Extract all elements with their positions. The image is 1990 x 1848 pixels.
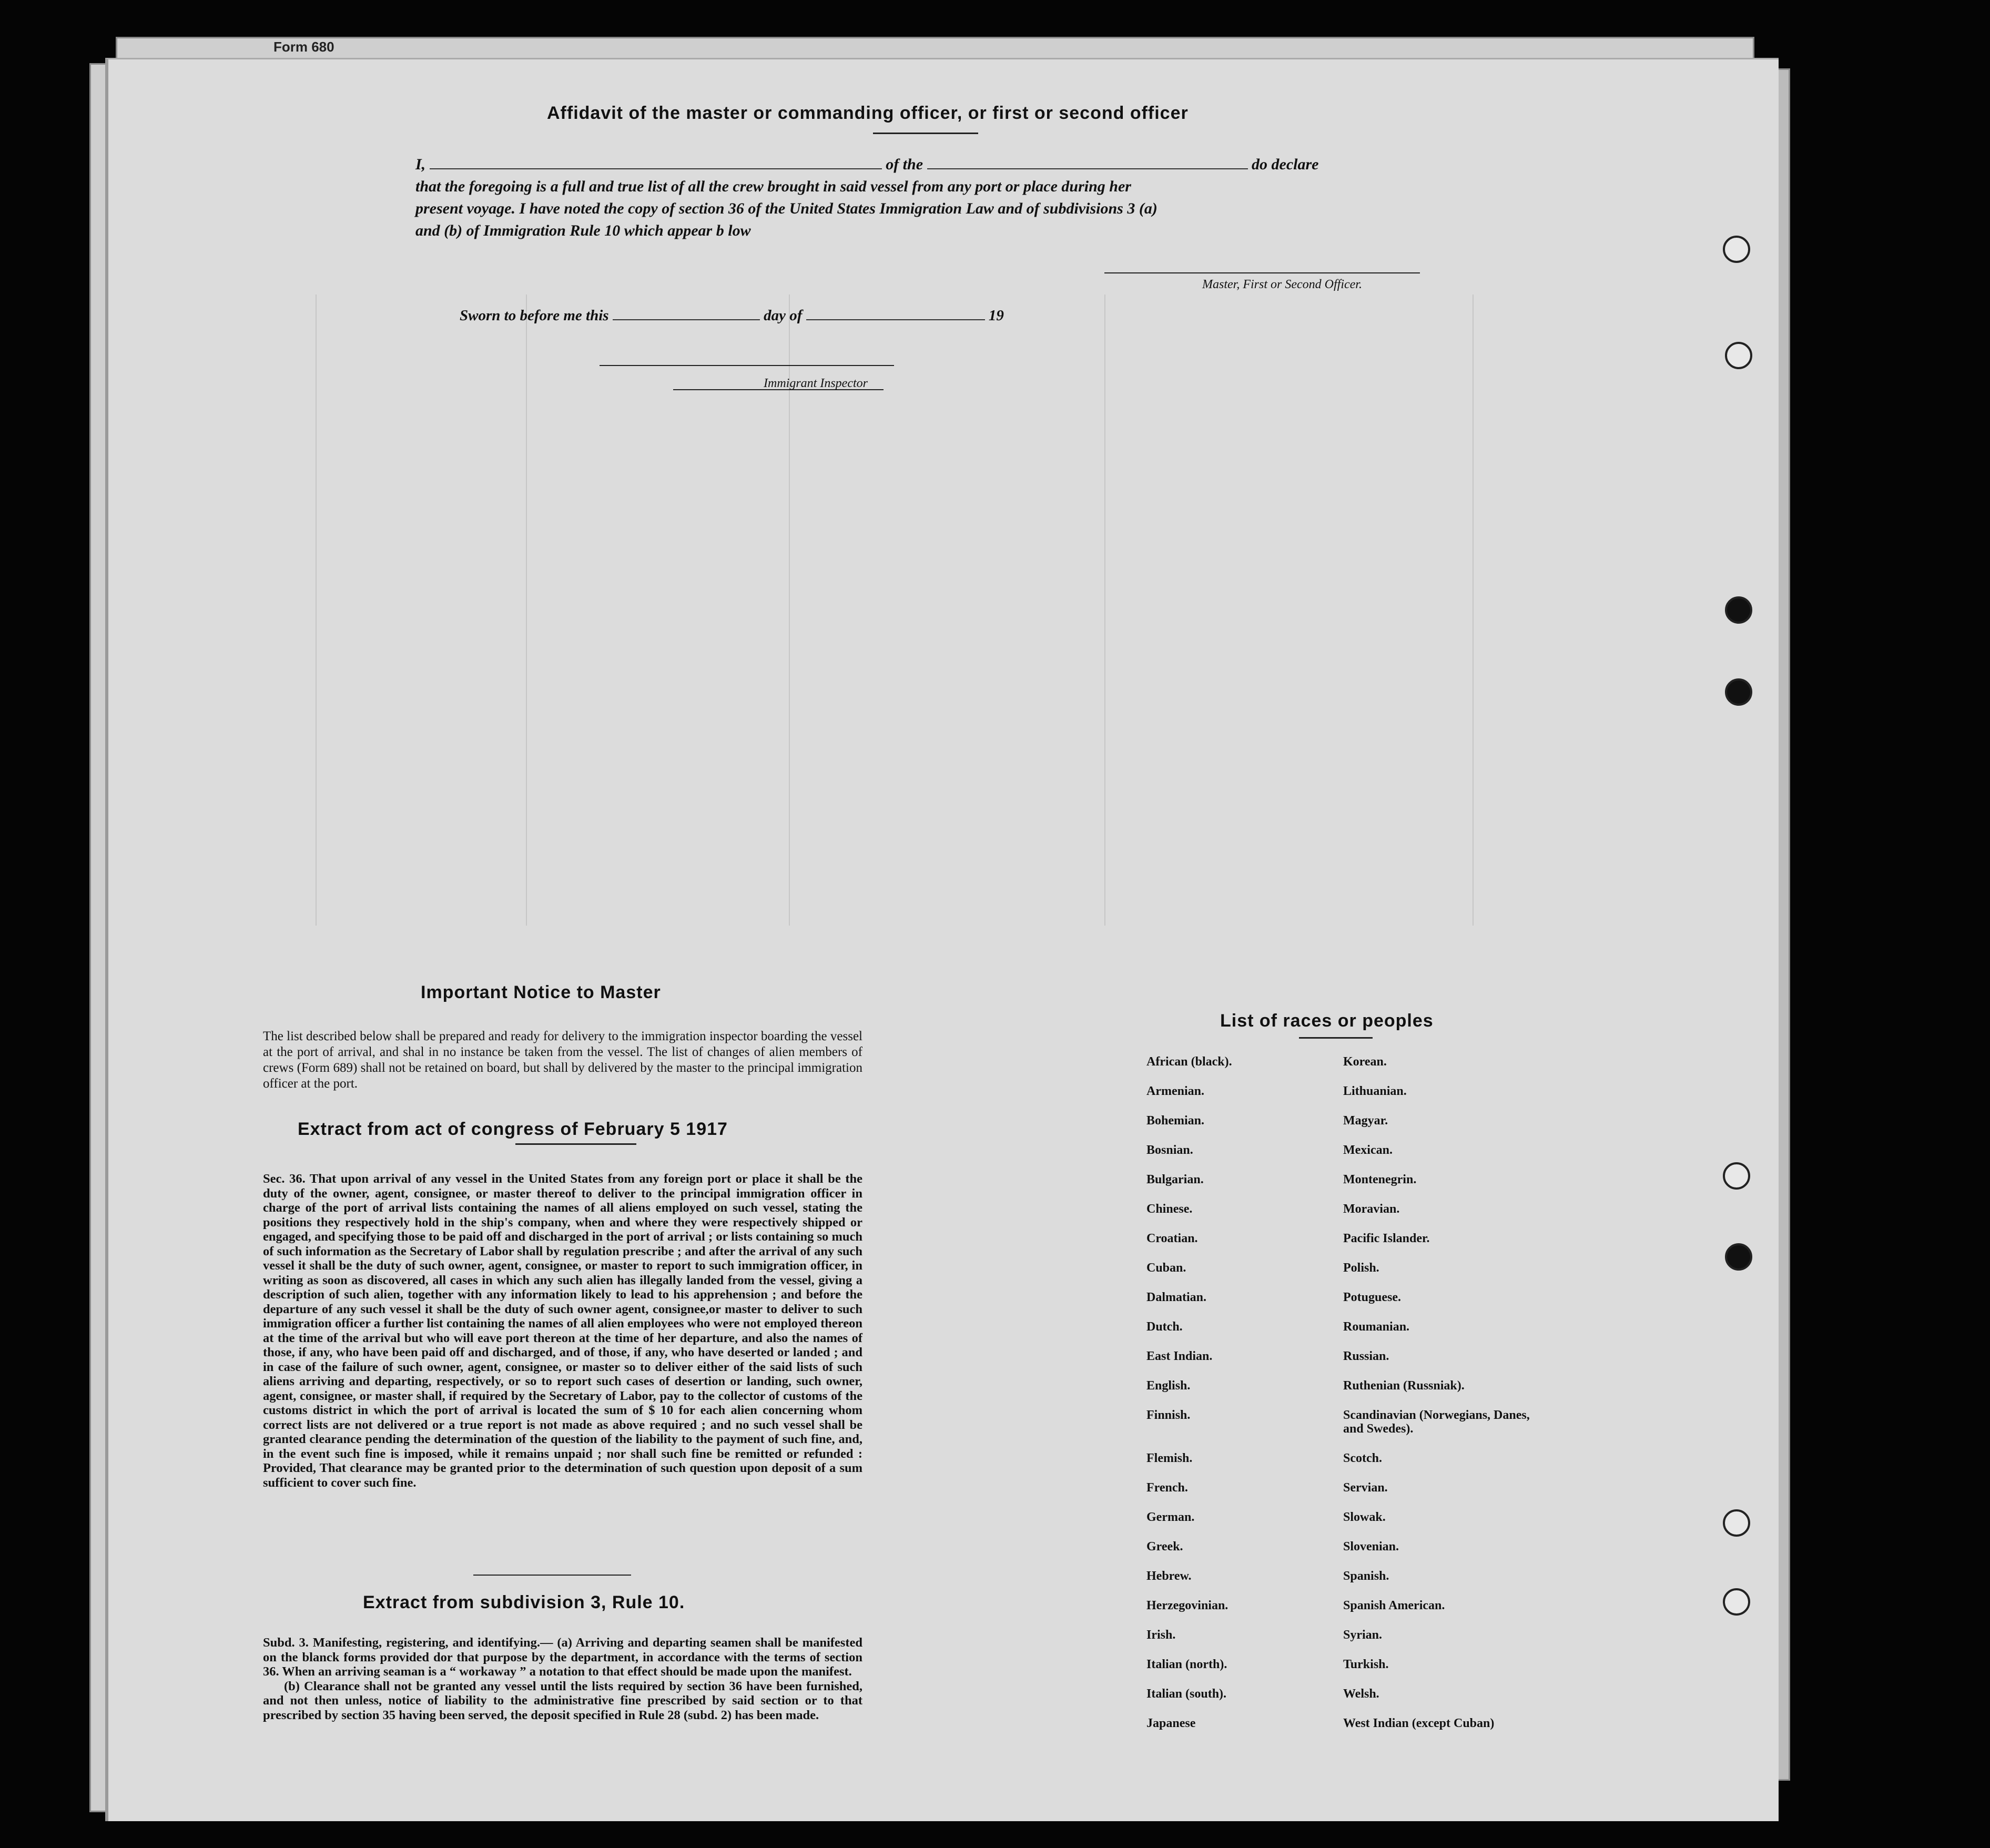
subdivision-3-text [263,1636,862,1722]
binder-hole [1723,1162,1750,1190]
race-item: Armenian. [1146,1084,1204,1098]
race-item: Bohemian. [1146,1114,1205,1128]
binder-hole [1723,1509,1750,1537]
extract2-title: Extract from subdivision 3, Rule 10. [363,1592,685,1612]
race-item: Cuban. [1146,1261,1186,1275]
ghost-line [1473,295,1474,926]
race-item: Flemish. [1146,1451,1193,1465]
master-name-blank[interactable] [430,168,882,169]
affidavit-title: Affidavit of the master or commanding officer, or first or second officer [547,103,1189,123]
race-item: Moravian. [1343,1202,1400,1216]
ghost-line [316,295,317,926]
race-item: Italian (north). [1146,1658,1227,1671]
race-item: Polish. [1343,1261,1379,1275]
race-item: Ruthenian (Russniak). [1343,1379,1465,1393]
vessel-name-blank[interactable] [927,168,1248,169]
form-label: Form 680 [273,39,334,55]
ghost-line [1104,295,1105,926]
affidavit-line-1 [415,156,1425,174]
race-item: Dutch. [1146,1320,1183,1334]
race-item: Bulgarian. [1146,1173,1204,1186]
race-item: Turkish. [1343,1658,1389,1671]
signature-line[interactable] [1104,272,1420,273]
race-item: Mexican. [1343,1143,1393,1157]
race-item: Scandinavian (Norwegians, Danes, and Swedes). [1343,1408,1530,1436]
race-item: East Indian. [1146,1349,1213,1363]
race-item: Lithuanian. [1343,1084,1407,1098]
race-item: West Indian (except Cuban) [1343,1717,1495,1730]
divider-rule [473,1575,631,1576]
notice-title: Important Notice to Master [421,982,661,1002]
race-item: Slowak. [1343,1510,1386,1524]
signer-label: Master, First or Second Officer. [1202,278,1362,291]
extract1-title: Extract from act of congress of February 5 1917 [298,1119,728,1139]
affidavit-line-3: present voyage. I have noted the copy of section 36 of the United States Immigration Law and of subdivisions 3 (a) [415,200,1158,217]
races-underline [1299,1037,1373,1039]
race-item: Croatian. [1146,1232,1198,1245]
inspector-signature-line[interactable] [600,365,894,366]
race-item: Servian. [1343,1481,1388,1495]
race-item: German. [1146,1510,1195,1524]
race-item: Roumanian. [1343,1320,1410,1334]
sworn-day-label: day of [764,307,803,324]
races-title: List of races or peoples [1220,1011,1434,1031]
affidavit-of-the: of the [886,156,923,173]
race-item: Slovenian. [1343,1540,1399,1553]
race-item: Korean. [1343,1055,1387,1069]
extract1-underline [515,1143,636,1145]
race-item: Irish. [1146,1628,1176,1642]
affidavit-declare: do declare [1252,156,1319,173]
race-item: Italian (south). [1146,1687,1227,1701]
race-item: Hebrew. [1146,1569,1192,1583]
race-item: Finnish. [1146,1408,1191,1422]
race-item: Herzegovinian. [1146,1599,1228,1612]
race-item: Russian. [1343,1349,1389,1363]
notice-body: The list described below shall be prepared and ready for delivery to the immigration inspector boarding the vessel at the port of arrival, and shal in no instance be taken from the vessel. The list of changes of alien members of crews (Form 689) shall not be retained on board, but shall by delivered by the master to the principal immigration officer at the port. [263,1029,862,1091]
race-item: Chinese. [1146,1202,1193,1216]
binder-hole [1723,236,1750,263]
race-item: Bosnian. [1146,1143,1193,1157]
race-item: French. [1146,1481,1188,1495]
race-item: Dalmatian. [1146,1291,1206,1304]
race-item: Pacific Islander. [1343,1232,1430,1245]
race-item: Syrian. [1343,1628,1383,1642]
title-rule [873,133,978,134]
affidavit-line-2: that the foregoing is a full and true list of all the crew brought in said vessel from any port or place during her [415,178,1131,195]
binder-hole [1725,596,1752,624]
race-item: African (black). [1146,1055,1232,1069]
race-item: English. [1146,1379,1191,1393]
binder-hole [1725,1243,1752,1271]
ghost-line [526,295,527,926]
sworn-line [460,307,1004,324]
subdivision-3b: (b) Clearance shall not be granted any vessel until the lists required by section 36 have been furnished, and not then unless, notice of liability to the administrative fine prescribed by said section or to that prescribed by section 35 having been served, the deposit specified in Rule 28 (subd. 2) has been made. [263,1679,862,1722]
subdivision-3a: Subd. 3. Manifesting, registering, and identifying.— (a) Arriving and departing seamen shall be manifested on the blanck forms provided dor that purpose by the department, in accordance with the terms of section 36. When an arriving seaman is a “ workaway ” a notation to that effect should be made upon the manifest. [263,1636,862,1679]
inspector-label: Immigrant Inspector [764,377,868,390]
race-item: Scotch. [1343,1451,1382,1465]
race-item: Japanese [1146,1717,1196,1730]
affidavit-i: I, [415,156,426,173]
race-item: Potuguese. [1343,1291,1401,1304]
binder-hole [1725,342,1752,369]
race-item: Spanish. [1343,1569,1389,1583]
section-36-text: Sec. 36. That upon arrival of any vessel in the United States from any foreign port or place it shall be the duty of the owner, agent, consignee, or master thereof to deliver to the principal immigration officer in charge of the port of arrival lists containing the names of all aliens employed on such vessel, stating the positions they respectively hold in the ship's company, when and where they were respectively shipped or engaged, and specifying those to be paid off and discharged in the port of arrival ; or lists containing so much of such information as the Secretary of Labor shall by regulation prescribe ; and after the arrival of any such vessel it shall be the duty of such owner, agent, consignee, or master to report to such immigration officer, in writing as soon as discovered, all cases in which any such alien has illegally landed from the vessel, giving a description of such alien, together with any information likely to lead to his apprehension ; and before the departure of any such vessel it shall be the duty of such owner agent, consignee,or master to deliver to such immigration officer a further list containing the names of all alien employees who were not employed thereon at the time of the arrival but who will eave port thereon at the time of her departure, and also the names of those, if any, who have been paid off and discharged, and of those, if any, who have deserted or landed ; and in case of the failure of such owner, agent, consignee, or master so to deliver either of the said lists of such aliens arriving and departing, respectively, or so to report such cases of desertion or landing, such owner, agent, consignee, or master shall, if required by the Secretary of Labor, pay to the collector of customs of the customs district in which the port of arrival is located the sum of $ 10 for each alien concerning whom correct lists are not delivered or a true report is not made as above required ; and no such vessel shall be granted clearance pending the determination of the question of the liability to the payment of such fine, and, in the event such fine is imposed, while it remains unpaid ; nor shall such fine be remitted or refunded : Provided, That clearance may be granted prior to the determination of such question upon deposit of a sum sufficient to cover such fine. [263,1172,862,1490]
affidavit-line-4: and (b) of Immigration Rule 10 which appear b low [415,222,751,239]
sworn-month-blank[interactable] [806,319,985,320]
binder-hole [1723,1588,1750,1616]
binder-hole [1725,678,1752,706]
race-item: Greek. [1146,1540,1183,1553]
race-item: Spanish American. [1343,1599,1445,1612]
sworn-day-blank[interactable] [613,319,760,320]
race-item: Magyar. [1343,1114,1388,1128]
sworn-prefix: Sworn to before me this [460,307,609,324]
race-item: Welsh. [1343,1687,1379,1701]
race-item: Montenegrin. [1343,1173,1417,1186]
sworn-year-label: 19 [988,307,1004,324]
